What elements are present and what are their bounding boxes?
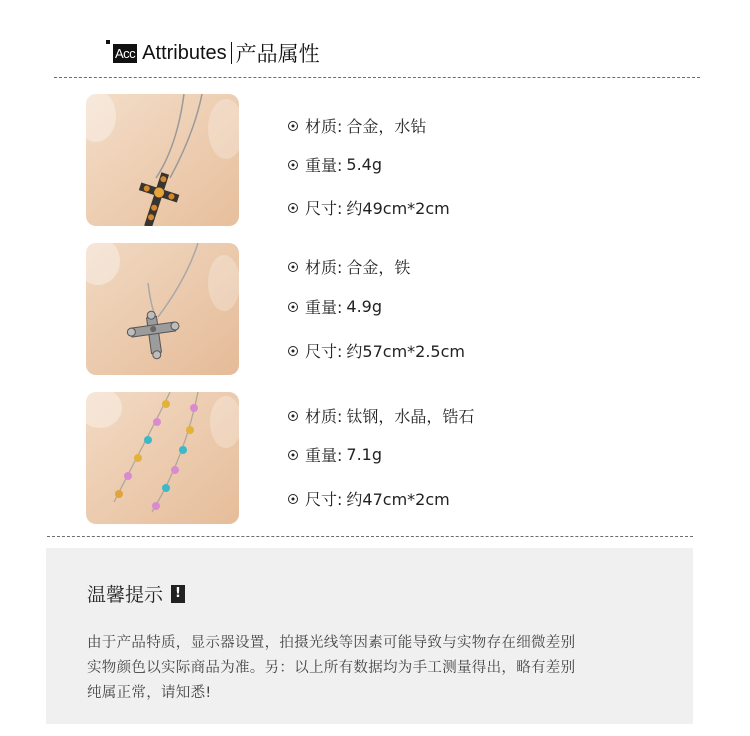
attr-label: 材质: — [305, 407, 343, 426]
product-3-material — [288, 404, 474, 427]
notice-title-row — [87, 580, 185, 607]
attr-value: 5.4g — [346, 155, 383, 174]
bullet-icon — [288, 121, 298, 131]
attr-label: 材质: — [305, 258, 343, 277]
product-1-size — [288, 196, 450, 219]
section-header — [106, 38, 320, 68]
attr-value: 合金，水钻 — [346, 117, 427, 136]
header-separator — [231, 42, 232, 64]
notice-title: 温馨提示 — [87, 584, 164, 606]
exclamation-icon: ! — [171, 585, 185, 603]
bottom-dashed-divider — [47, 536, 693, 537]
product-2-weight — [288, 295, 382, 318]
bullet-icon — [288, 411, 298, 421]
attr-value: 4.9g — [346, 297, 383, 316]
product-photo-3 — [86, 392, 239, 524]
attr-value: 7.1g — [346, 445, 383, 464]
notice-line: 实物颜色以实际商品为准。另：以上所有数据均为手工测量得出，略有差别 — [87, 660, 576, 676]
bullet-icon — [288, 302, 298, 312]
top-dashed-divider — [54, 77, 700, 78]
attr-value: 约57cm*2.5cm — [346, 342, 465, 361]
attr-label: 重量: — [305, 298, 343, 317]
attr-value: 合金，铁 — [346, 258, 411, 277]
header-badge: Acc — [115, 45, 136, 61]
attr-label: 重量: — [305, 156, 343, 175]
notice-box — [46, 548, 693, 724]
header-title-en: Attributes — [142, 41, 227, 64]
bullet-icon — [288, 450, 298, 460]
attr-label: 尺寸: — [305, 490, 343, 509]
attr-label: 尺寸: — [305, 342, 343, 361]
product-3-weight — [288, 443, 382, 466]
attr-value: 约49cm*2cm — [346, 199, 450, 218]
product-2-size — [288, 339, 465, 362]
attr-value: 约47cm*2cm — [346, 490, 450, 509]
bullet-icon — [288, 203, 298, 213]
product-1-material — [288, 114, 426, 137]
bullet-icon — [288, 494, 298, 504]
header-title-cn: 产品属性 — [235, 42, 320, 66]
product-1-weight — [288, 153, 382, 176]
product-2-material — [288, 255, 410, 278]
notice-line: 纯属正常，请知悉! — [87, 685, 212, 701]
product-photo-1 — [86, 94, 239, 226]
product-3-size — [288, 487, 450, 510]
notice-line: 由于产品特质，显示器设置，拍摄光线等因素可能导致与实物存在细微差别 — [87, 635, 576, 651]
product-photo-2 — [86, 243, 239, 375]
header-dot-icon — [106, 40, 110, 44]
attr-value: 钛钢，水晶，锆石 — [346, 407, 475, 426]
bullet-icon — [288, 262, 298, 272]
attr-label: 尺寸: — [305, 199, 343, 218]
bullet-icon — [288, 160, 298, 170]
attr-label: 材质: — [305, 117, 343, 136]
attr-label: 重量: — [305, 446, 343, 465]
notice-body — [87, 631, 657, 706]
bullet-icon — [288, 346, 298, 356]
